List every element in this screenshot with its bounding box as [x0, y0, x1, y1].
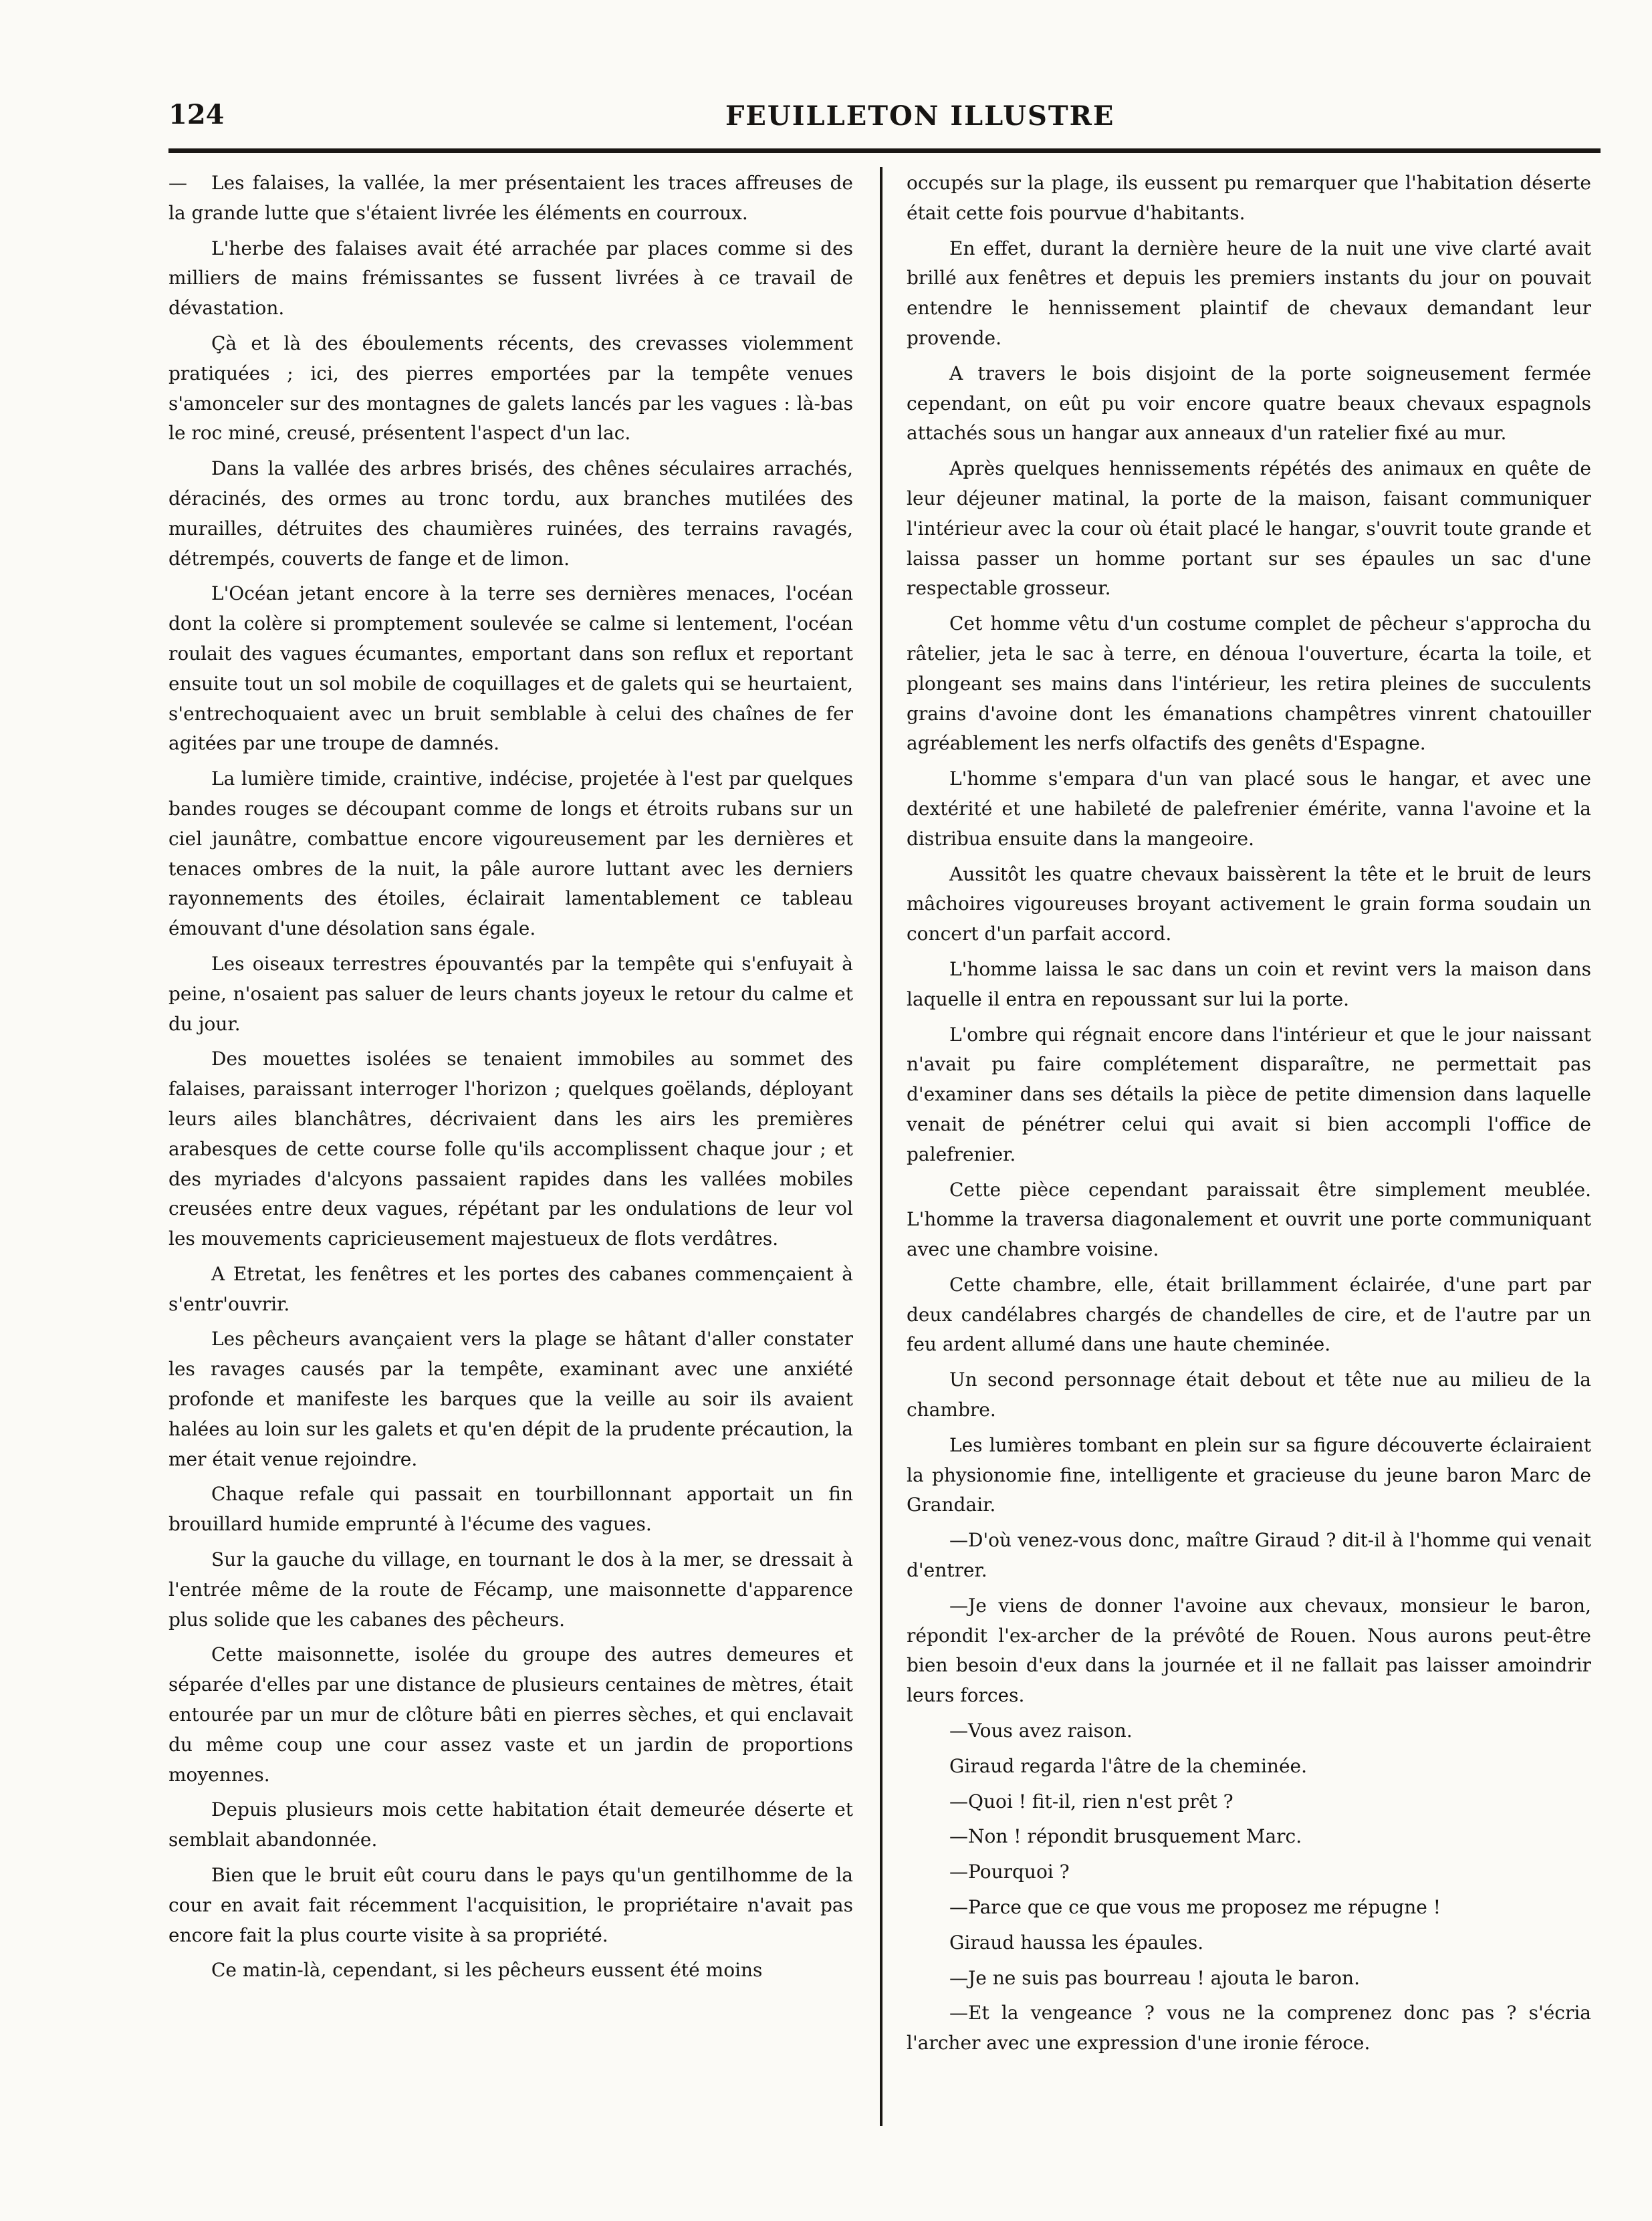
paragraph: Les lumières tombant en plein sur sa figure découverte éclairaient la physionomie fine, intelligente et gracieuse du jeune baron Marc de Grandair.: [907, 1433, 1591, 1516]
paragraph: La lumière timide, craintive, indécise, projetée à l'est par quelques bandes rouges se découpant comme de longs et étroits rubans sur un ciel jaunâtre, combattue encore vigoureusement par les dernières et tenaces ombres de la nuit, la pâle aurore luttant avec les derniers rayonnements des étoiles, éclairait lamentablement ce tableau émouvant d'une désolation sans égale.: [168, 768, 853, 940]
paragraph: Giraud regarda l'âtre de la cheminée.: [949, 1754, 1307, 1777]
paragraph: Un second personnage était debout et tête nue au milieu de la chambre.: [907, 1369, 1591, 1421]
paragraph: L'homme laissa le sac dans un coin et revint vers la maison dans laquelle il entra en repoussant sur lui la porte.: [907, 957, 1591, 1010]
paragraph: A Etretat, les fenêtres et les portes des cabanes commençaient à s'entr'ouvrir.: [168, 1262, 853, 1315]
paragraph: Cette pièce cependant paraissait être simplement meublée. L'homme la traversa diagonalement et ouvrit une porte communiquant avec une chambre voisine.: [907, 1178, 1591, 1261]
paragraph: Cette chambre, elle, était brillamment éclairée, d'une part par deux candélabres chargés de chandelles de cire, et de l'autre par un feu ardent allumé dans une haute cheminée.: [907, 1273, 1591, 1356]
paragraph: Bien que le bruit eût couru dans le pays qu'un gentilhomme de la cour en avait fait récemment l'acquisition, le propriétaire n'avait pas encore fait la plus courte visite à sa propriété.: [168, 1864, 853, 1946]
paragraph: —Je viens de donner l'avoine aux chevaux, monsieur le baron, répondit l'ex-archer de la prévôté de Rouen. Nous aurons peut-être bien besoin d'eux dans la journée et il ne fallait pas laisser amoindrir leurs forces.: [907, 1594, 1591, 1707]
page-number: 124: [168, 99, 225, 130]
left-column: [168, 168, 853, 2127]
paragraph: En effet, durant la dernière heure de la nuit une vive clarté avait brillé aux fenêtres et depuis les premiers instants du jour on pouvait entendre le hennissement plaintif de chevaux demandant leur provende.: [907, 237, 1591, 349]
paragraph: Depuis plusieurs mois cette habitation était demeurée déserte et semblait abandonnée.: [168, 1798, 853, 1851]
paragraph: Giraud haussa les épaules.: [949, 1931, 1204, 1954]
paragraph: —Non ! répondit brusquement Marc.: [949, 1825, 1302, 1848]
paragraph: —Et la vengeance ? vous ne la comprenez donc pas ? s'écria l'archer avec une expression d'une ironie féroce.: [907, 2002, 1591, 2055]
paragraph: L'homme s'empara d'un van placé sous le hangar, et avec une dextérité et une habileté de palefrenier émérite, vanna l'avoine et la distribua ensuite dans la mangeoire.: [907, 768, 1591, 850]
paragraph: —Pourquoi ?: [949, 1861, 1070, 1883]
paragraph: Ce matin-là, cependant, si les pêcheurs eussent été moins: [211, 1959, 763, 1982]
paragraph: —Quoi ! fit-il, rien n'est prêt ?: [949, 1790, 1233, 1813]
leading-dash: —: [168, 172, 187, 194]
paragraph: occupés sur la plage, ils eussent pu remarquer que l'habitation déserte était cette fois pourvue d'habitants.: [907, 172, 1591, 224]
column-rule: [880, 167, 882, 2126]
paragraph: Les oiseaux terrestres épouvantés par la tempête qui s'enfuyait à peine, n'osaient pas saluer de leurs chants joyeux le retour du calme et du jour.: [168, 952, 853, 1035]
paragraph: Çà et là des éboulements récents, des crevasses violemment pratiquées ; ici, des pierres emportées par la tempête venues s'amonceler sur des montagnes de galets lancés par les vagues : là-bas le roc miné, creusé, présentent l'aspect d'un lac.: [168, 332, 853, 445]
paragraph: Des mouettes isolées se tenaient immobiles au sommet des falaises, paraissant interroger l'horizon ; quelques goëlands, déployant leurs ailes blanchâtres, décrivaient dans les airs les premières arabesques de cette course folle qu'ils accomplissent chaque jour ; et des myriades d'alcyons passaient rapides dans les vallées mobiles creusées entre deux vagues, répétant par les ondulations de leur vol les mouvements capricieusement majestueux de flots verdâtres.: [168, 1048, 853, 1250]
paragraph: —Je ne suis pas bourreau ! ajouta le baron.: [949, 1966, 1360, 1989]
paragraph: Cet homme vêtu d'un costume complet de pêcheur s'approcha du râtelier, jeta le sac à terre, en dénoua l'ouverture, écarta la toile, et plongeant ses mains dans l'intérieur, les retira pleines de succulents grains d'avoine dont les émanations champêtres vinrent chatouiller agréablement les nerfs olfactifs des genêts d'Espagne.: [907, 612, 1591, 755]
paragraph: Chaque refale qui passait en tourbillonnant apportait un fin brouillard humide emprunté à l'écume des vagues.: [168, 1483, 853, 1536]
paragraph: —Parce que ce que vous me proposez me répugne !: [949, 1896, 1441, 1919]
paragraph: L'Océan jetant encore à la terre ses dernières menaces, l'océan dont la colère si promptement soulevée se calme si lentement, l'océan roulait des vagues écumantes, emportant dans son reflux et reportant ensuite tout un sol mobile de coquillages et de galets qui se heurtaient, s'entrechoquaient avec un bruit semblable à celui des chaînes de fer agitées par une troupe de damnés.: [168, 582, 853, 755]
paragraph: L'herbe des falaises avait été arrachée par places comme si des milliers de mains frémissantes se fussent livrées à ce travail de dévastation.: [168, 237, 853, 320]
paragraph: L'ombre qui régnait encore dans l'intérieur et que le jour naissant n'avait pu faire complétement disparaître, ne permettait pas d'examiner dans ses détails la pièce de petite dimension dans laquelle venait de pénétrer celui qui avait si bien accompli l'office de palefrenier.: [907, 1023, 1591, 1165]
paragraph: Après quelques hennissements répétés des animaux en quête de leur déjeuner matinal, la porte de la maison, faisant communiquer l'intérieur avec la cour où était placé le hangar, s'ouvrit toute grande et laissa passer un homme portant sur ses épaules un sac d'une respectable grosseur.: [907, 457, 1591, 600]
paragraph: —D'où venez-vous donc, maître Giraud ? dit-il à l'homme qui venait d'entrer.: [907, 1529, 1591, 1582]
paragraph: A travers le bois disjoint de la porte soigneusement fermée cependant, on eût pu voir encore quatre beaux chevaux espagnols attachés sous un hangar aux anneaux d'un ratelier fixé au mur.: [907, 362, 1591, 445]
paragraph: Dans la vallée des arbres brisés, des chênes séculaires arrachés, déracinés, des ormes au tronc tordu, aux branches mutilées des murailles, détruites des chaumières ruinées, des terrains ravagés, détrempés, couverts de fange et de limon.: [168, 457, 853, 570]
running-title: FEUILLETON ILLUSTRE: [725, 100, 1115, 132]
paragraph: Sur la gauche du village, en tournant le dos à la mer, se dressait à l'entrée même de la route de Fécamp, une maisonnette d'apparence plus solide que les cabanes des pêcheurs.: [168, 1548, 853, 1631]
paragraph: — Les falaises, la vallée, la mer présentaient les traces affreuses de la grande lutte que s'étaient livrée les éléments en courroux.: [168, 168, 853, 229]
paragraph: Les pêcheurs avançaient vers la plage se hâtant d'aller constater les ravages causés par la tempête, examinant avec une anxiété profonde et manifeste les barques que la veille au soir ils avaient halées au loin sur les galets et qu'en dépit de la prudente précaution, la mer était venue rejoindre.: [168, 1328, 853, 1470]
header-rule: [168, 148, 1601, 153]
paragraph: Cette maisonnette, isolée du groupe des autres demeures et séparée d'elles par une distance de plusieurs centaines de mètres, était entourée par un mur de clôture bâti en pierres sèches, et qui enclavait du même coup une cour assez vaste et un jardin de proportions moyennes.: [168, 1643, 853, 1786]
paragraph: —Vous avez raison.: [949, 1720, 1133, 1742]
right-column: [907, 168, 1591, 2127]
paragraph: Aussitôt les quatre chevaux baissèrent la tête et le bruit de leurs mâchoires vigoureuses broyant activement le grain forma soudain un concert d'un parfait accord.: [907, 862, 1591, 945]
